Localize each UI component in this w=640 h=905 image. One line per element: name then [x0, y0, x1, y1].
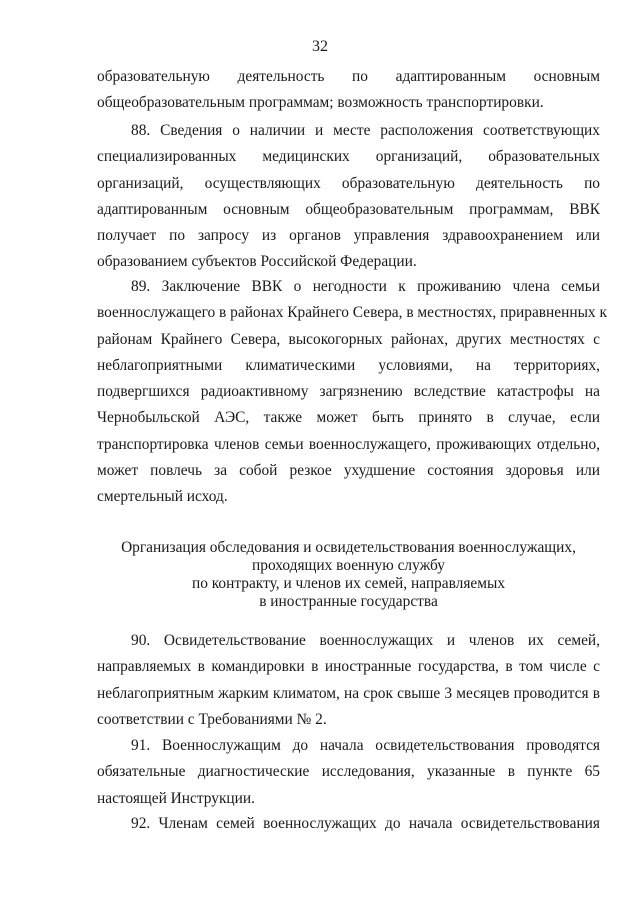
- text-line: военнослужащего в районах Крайнего Севера, в местностях, приравненных к: [97, 304, 607, 322]
- text-line: соответствии с Требованиями № 2.: [97, 710, 327, 728]
- text-line: транспортировка членов семьи военнослужащего, проживающих отдельно,: [97, 435, 600, 453]
- text-line: неблагоприятными климатическими условиями, на территориях,: [97, 356, 600, 374]
- heading-line: Организация обследования и освидетельствования военнослужащих,: [121, 539, 576, 556]
- paragraph-89: [97, 274, 607, 511]
- text-line: образованием субъектов Российской Федерации.: [97, 253, 417, 271]
- text-line: 91. Военнослужащим до начала освидетельствования проводятся: [131, 737, 600, 754]
- text-line: направляемых в командировки в иностранные государства, в том числе с: [97, 658, 600, 676]
- text-line: адаптированным основным общеобразовательным программам, ВВК: [97, 200, 600, 218]
- text-line: 88. Сведения о наличии и месте расположения соответствующих: [131, 122, 600, 139]
- text-line: подвергшихся радиоактивному загрязнению вследствие катастрофы на: [97, 383, 600, 401]
- heading-line: в иностранные государства: [259, 593, 438, 610]
- text-line: смертельный исход.: [97, 488, 228, 506]
- text-line: обязательные диагностические исследования, указанные в пункте 65: [97, 763, 600, 781]
- paragraph-88: [97, 118, 600, 276]
- text-line: неблагоприятным жарким климатом, на срок свыше 3 месяцев проводится в: [97, 684, 600, 702]
- text-line: Чернобыльской АЭС, также может быть принято в случае, если: [97, 409, 600, 427]
- paragraph-continuation: [97, 64, 600, 117]
- paragraph-92: [97, 811, 600, 837]
- text-line: 90. Освидетельствование военнослужащих и членов их семей,: [131, 632, 600, 649]
- paragraph-90: [97, 628, 600, 733]
- heading-line: по контракту, и членов их семей, направляемых: [191, 575, 506, 592]
- text-line: может повлечь за собой резкое ухудшение состояния здоровья или: [97, 462, 600, 480]
- text-line: общеобразовательным программам; возможность транспортировки.: [97, 94, 544, 112]
- text-line: специализированных медицинских организаций, образовательных: [97, 148, 600, 166]
- heading-line: проходящих военную службу: [252, 557, 445, 574]
- paragraph-91: [97, 733, 600, 812]
- text-line: 92. Членам семей военнослужащих до начала освидетельствования: [131, 815, 600, 832]
- text-line: настоящей Инструкции.: [97, 789, 255, 807]
- text-line: образовательную деятельность по адаптированным основным: [97, 68, 600, 85]
- text-line: 89. Заключение ВВК о негодности к проживанию члена семьи: [131, 278, 600, 295]
- text-line: районам Крайнего Севера, высокогорных районах, других местностях с: [97, 330, 600, 348]
- text-line: получает по запросу из органов управления здравоохранением или: [97, 227, 600, 245]
- text-line: организаций, осуществляющих образовательную деятельность по: [97, 174, 600, 192]
- page-number: 32: [312, 38, 328, 55]
- section-heading: [97, 539, 600, 611]
